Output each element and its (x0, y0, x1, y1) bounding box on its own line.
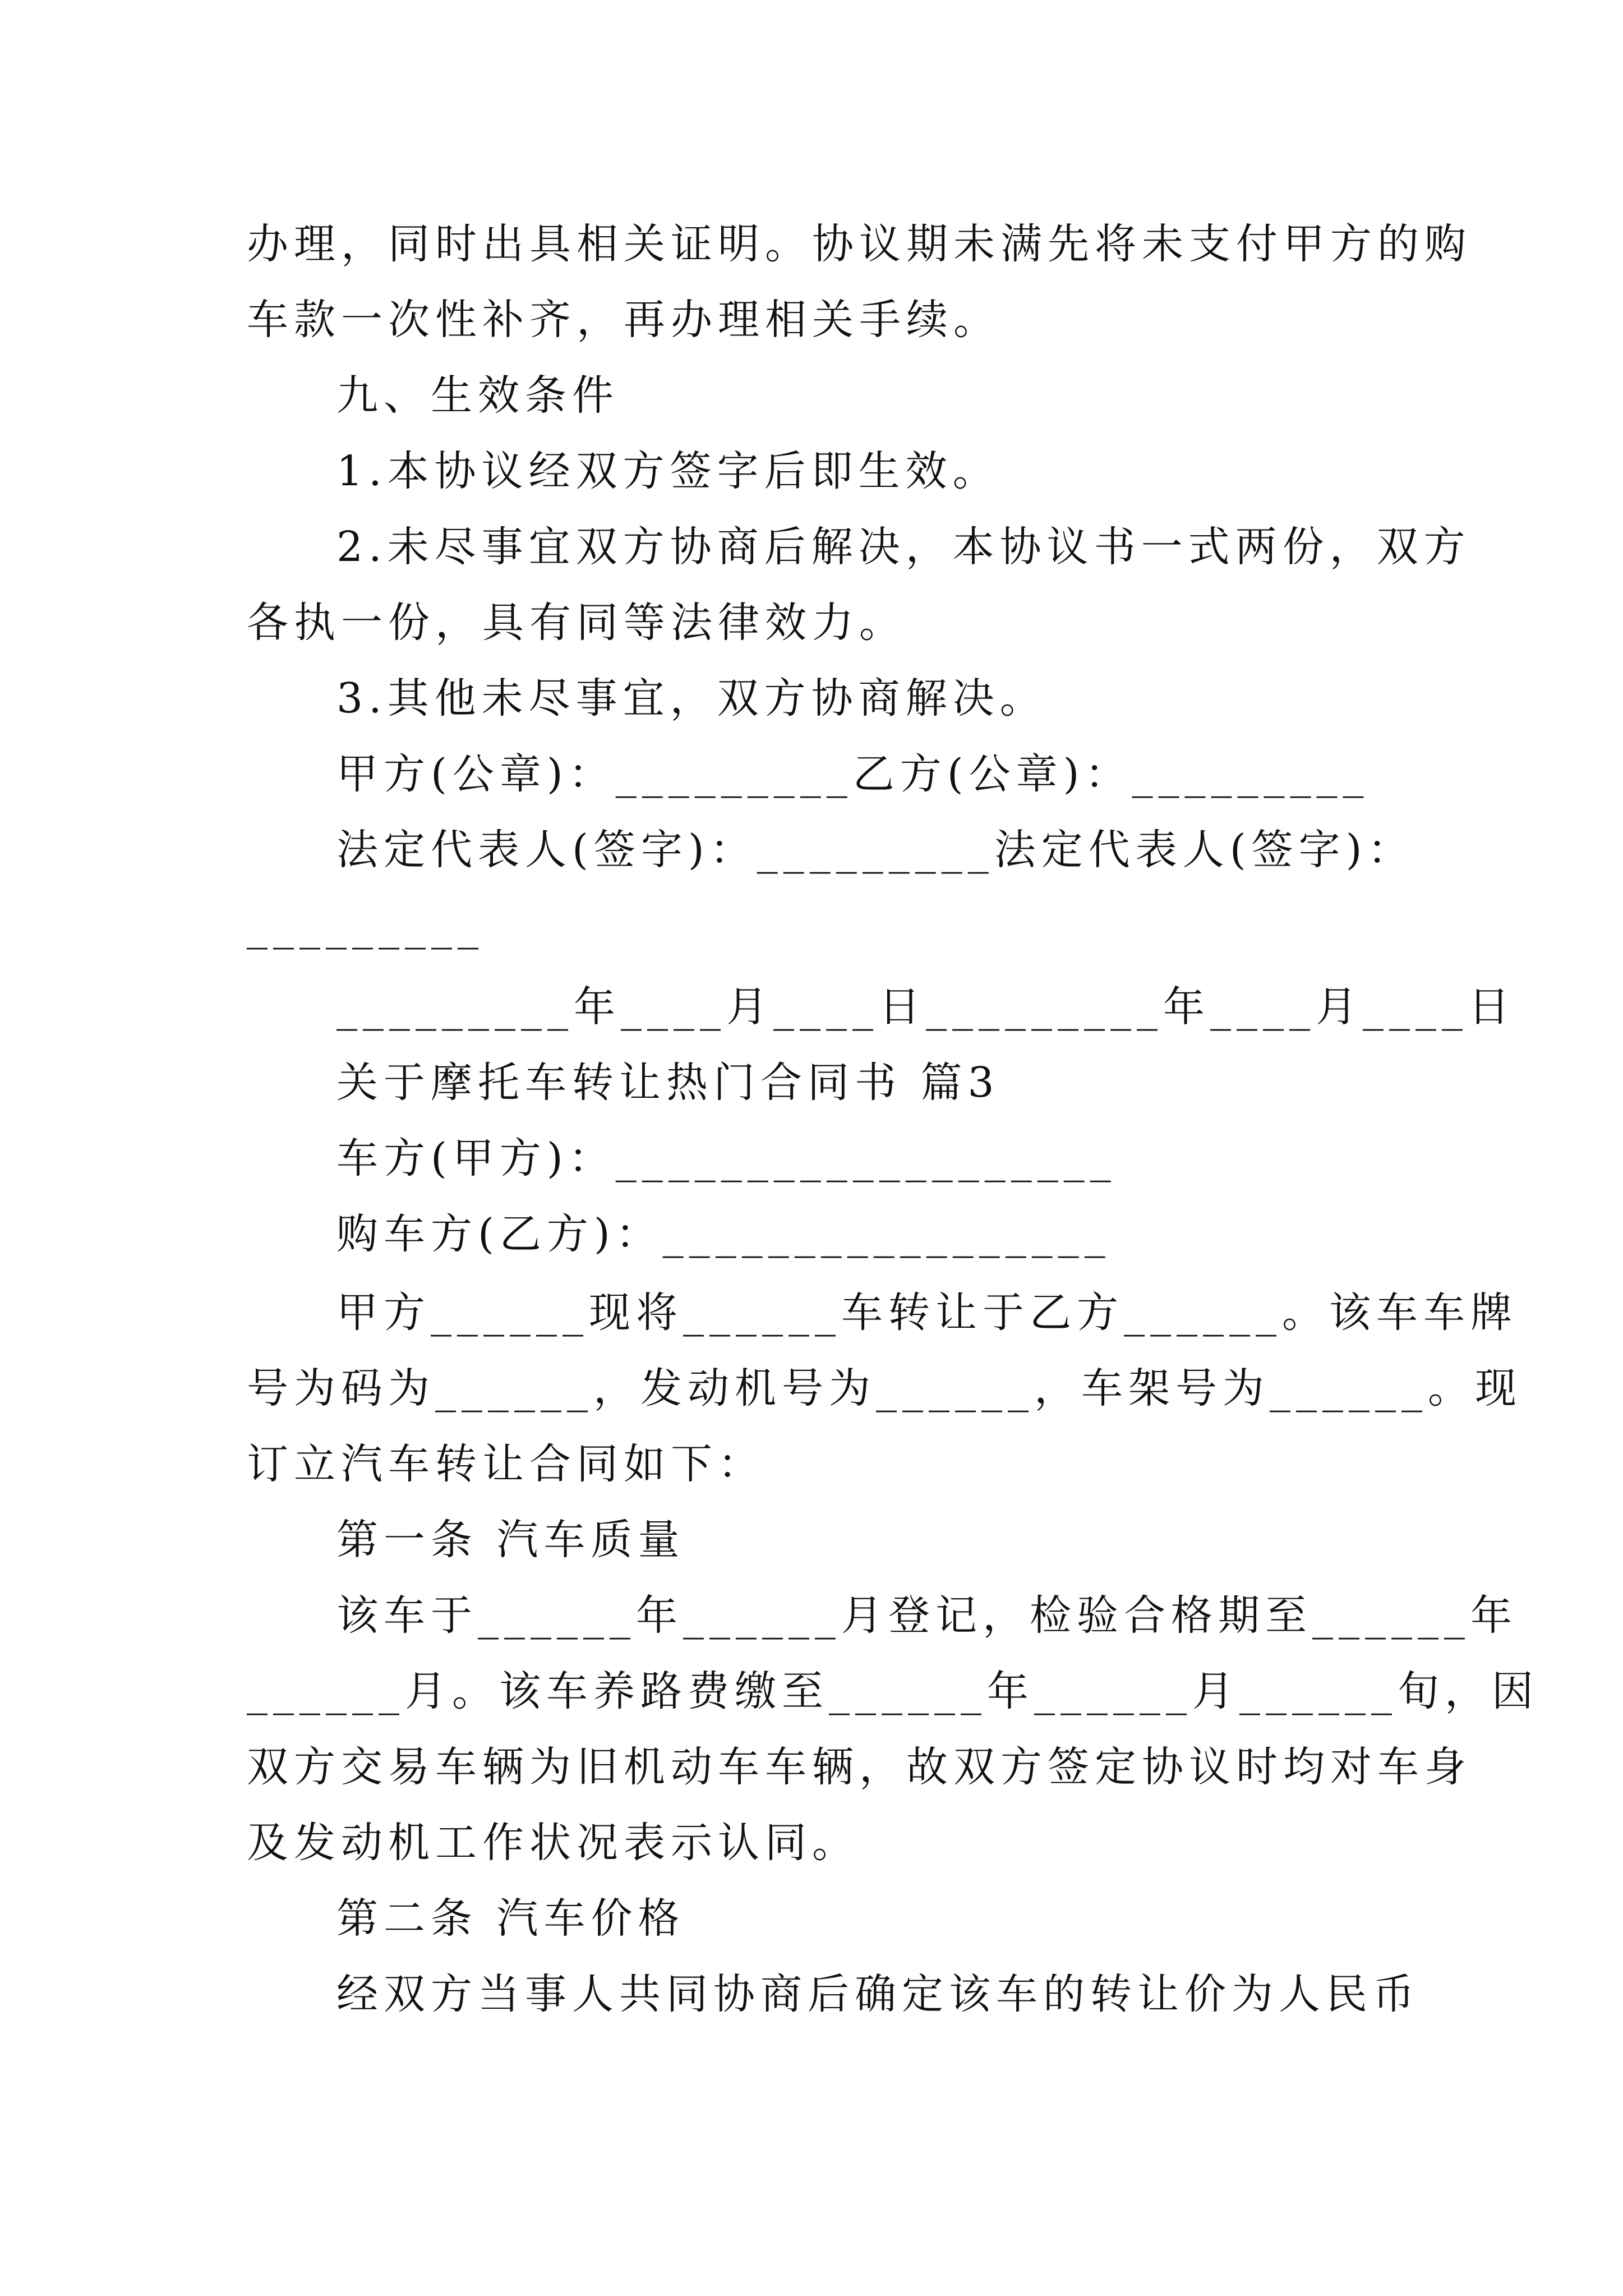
date-line: _________年____月____日_________年____月____日 (336, 983, 1515, 1031)
signature-line: 法定代表人(签字)：_________法定代表人(签字)： (336, 826, 1415, 874)
clause-line: 1.本协议经双方签字后即生效。 (336, 447, 1000, 495)
paragraph-line: 办理，同时出具相关证明。协议期未满先将未支付甲方的购 (247, 220, 1472, 268)
article-heading: 第二条 汽车价格 (336, 1894, 685, 1943)
paragraph-line: 经双方当事人共同协商后确定该车的转让价为人民币 (336, 1970, 1420, 2018)
party-line: 购车方(乙方)：_________________ (336, 1210, 1111, 1258)
party-line: 车方(甲方)：___________________ (336, 1134, 1117, 1182)
paragraph-line: 甲方______现将______车转让于乙方______。该车车牌 (336, 1289, 1518, 1337)
clause-line: 各执一份，具有同等法律效力。 (247, 599, 906, 647)
clause-line: 3.其他未尽事宜，双方协商解决。 (336, 674, 1047, 723)
signature-blank: _________ (247, 901, 484, 950)
paragraph-line: 订立汽车转让合同如下： (247, 1440, 765, 1488)
paragraph-line: 车款一次性补齐，再办理相关手续。 (247, 296, 1000, 344)
clause-line: 2.未尽事宜双方协商后解决，本协议书一式两份，双方 (336, 523, 1471, 571)
paragraph-line: ______月。该车养路费缴至______年______月______旬，因 (247, 1667, 1539, 1715)
contract-title: 关于摩托车转让热门合同书 篇3 (336, 1059, 1000, 1107)
paragraph-line: 号为码为______，发动机号为______，车架号为______。现 (247, 1364, 1522, 1412)
paragraph-line: 双方交易车辆为旧机动车车辆，故双方签定协议时均对车身 (247, 1743, 1472, 1791)
signature-line: 甲方(公章)：_________乙方(公章)：_________ (336, 750, 1370, 798)
section-heading: 九、生效条件 (336, 371, 619, 420)
article-heading: 第一条 汽车质量 (336, 1516, 685, 1564)
paragraph-line: 及发动机工作状况表示认同。 (247, 1819, 859, 1867)
paragraph-line: 该车于______年______月登记，检验合格期至______年 (336, 1591, 1518, 1640)
